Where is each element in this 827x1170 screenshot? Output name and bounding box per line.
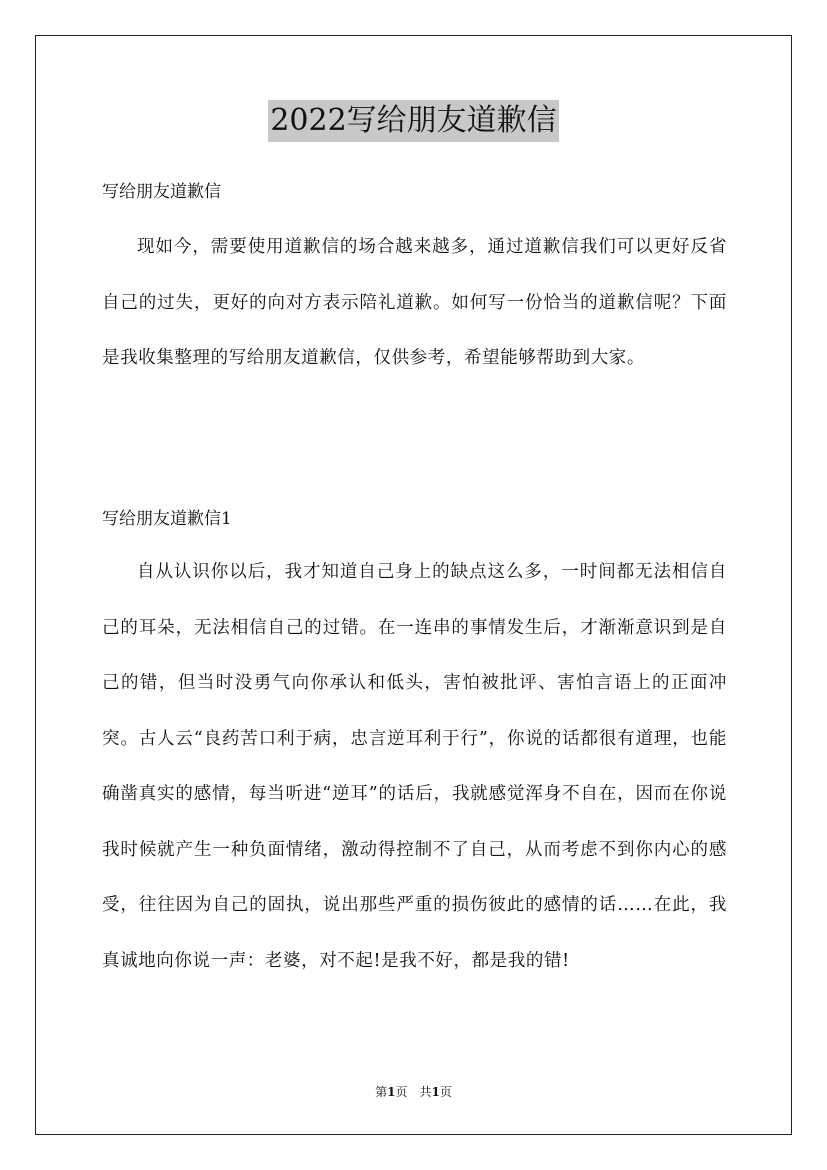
document-title-container bbox=[0, 100, 827, 142]
intro-paragraph: 现如今，需要使用道歉信的场合越来越多，通过道歉信我们可以更好反省自己的过失，更好的向对方表示陪礼道歉。如何写一份恰当的道歉信呢？下面是我收集整理的写给朋友道歉信，仅供参考，希望能够帮助到大家。 bbox=[102, 237, 727, 368]
footer-page-mid: 页 共 bbox=[395, 1085, 432, 1099]
document-subtitle: 写给朋友道歉信 bbox=[102, 182, 221, 202]
footer-page-suffix: 页 bbox=[439, 1085, 452, 1099]
footer-page-total: 1 bbox=[431, 1085, 440, 1099]
section-paragraph: 自从认识你以后，我才知道自己身上的缺点这么多，一时间都无法相信自己的耳朵，无法相信自己的过错。在一连串的事情发生后，才渐渐意识到是自己的错，但当时没勇气向你承认和低头，害怕被批评、害怕言语上的正面冲突。古人云“良药苦口利于病，忠言逆耳利于行”，你说的话都很有道理，也能确凿真实的感情，每当听进“逆耳”的话后，我就感觉浑身不自在，因而在你说我时候就产生一种负面情绪，激动得控制不了自己，从而考虑不到你内心的感受，往往因为自己的固执，说出那些严重的损伤彼此的感情的话……在此，我真诚地向你说一声：老婆，对不起!是我不好，都是我的错! bbox=[102, 562, 727, 971]
footer-page-prefix: 第 bbox=[375, 1085, 388, 1099]
document-title: 2022写给朋友道歉信 bbox=[268, 100, 558, 142]
section-title: 写给朋友道歉信1 bbox=[102, 509, 232, 529]
footer-page-current: 1 bbox=[387, 1085, 396, 1099]
page-footer bbox=[0, 1082, 827, 1102]
